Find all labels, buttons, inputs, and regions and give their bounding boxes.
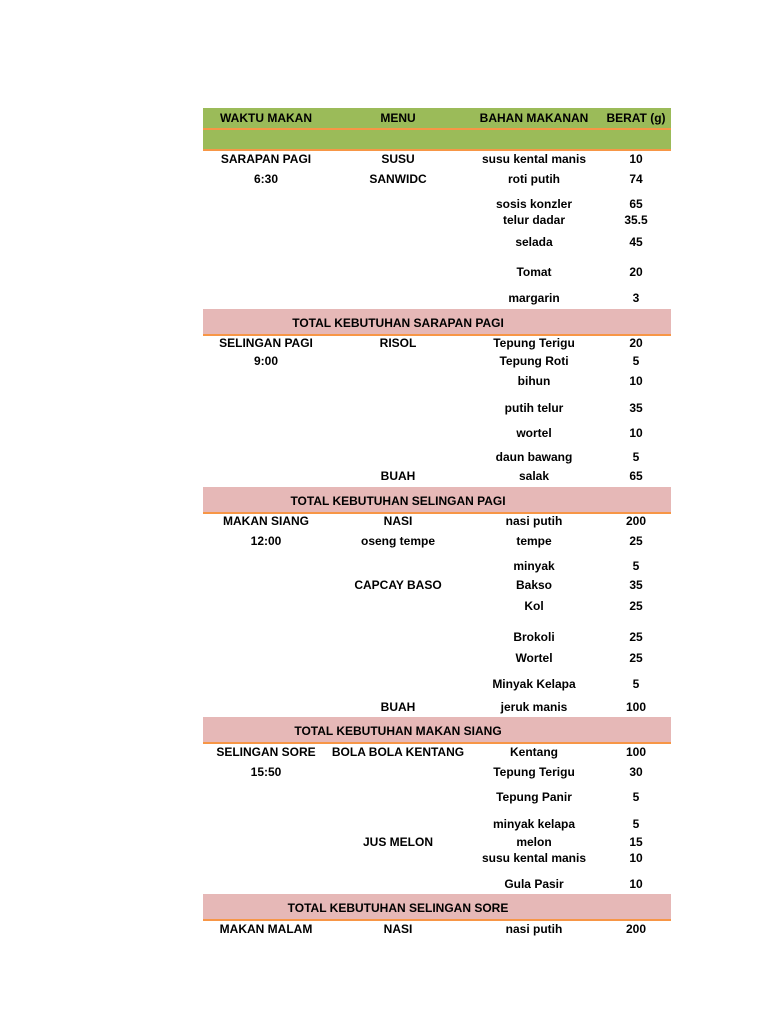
cell-bahan: Brokoli bbox=[513, 630, 555, 644]
cell-waktu: MAKAN SIANG bbox=[223, 514, 309, 528]
cell-bahan: bihun bbox=[517, 374, 551, 388]
cell-bahan: selada bbox=[515, 235, 553, 249]
cell-bahan: melon bbox=[516, 835, 552, 849]
cell-berat: 65 bbox=[629, 197, 643, 211]
cell-bahan: Tepung Terigu bbox=[493, 765, 575, 779]
cell-waktu: MAKAN MALAM bbox=[219, 922, 313, 936]
cell-bahan: jeruk manis bbox=[500, 700, 568, 714]
total-label: TOTAL KEBUTUHAN SELINGAN SORE bbox=[287, 901, 509, 915]
cell-bahan: wortel bbox=[516, 426, 552, 440]
cell-bahan: Kentang bbox=[510, 745, 558, 759]
cell-bahan: sosis konzler bbox=[495, 197, 573, 211]
cell-waktu: SARAPAN PAGI bbox=[220, 152, 312, 166]
header-menu: MENU bbox=[380, 111, 416, 125]
cell-bahan: daun bawang bbox=[495, 450, 573, 464]
total-label: TOTAL KEBUTUHAN SELINGAN PAGI bbox=[290, 494, 506, 508]
cell-bahan: minyak kelapa bbox=[492, 817, 576, 831]
cell-berat: 3 bbox=[632, 291, 640, 305]
cell-berat: 35 bbox=[629, 578, 643, 592]
cell-waktu: SELINGAN PAGI bbox=[219, 336, 313, 350]
cell-waktu: 15:50 bbox=[250, 765, 282, 779]
total-label: TOTAL KEBUTUHAN SARAPAN PAGI bbox=[292, 316, 504, 330]
cell-menu: SANWIDC bbox=[369, 172, 427, 186]
cell-menu: BUAH bbox=[380, 700, 416, 714]
cell-berat: 5 bbox=[632, 817, 640, 831]
cell-bahan: putih telur bbox=[504, 401, 564, 415]
cell-bahan: minyak bbox=[513, 559, 555, 573]
cell-menu: BOLA BOLA KENTANG bbox=[331, 745, 465, 759]
cell-waktu: 12:00 bbox=[250, 534, 282, 548]
cell-bahan: Gula Pasir bbox=[504, 877, 564, 891]
cell-bahan: Kol bbox=[524, 599, 544, 613]
cell-menu: SUSU bbox=[381, 152, 415, 166]
cell-bahan: nasi putih bbox=[505, 514, 563, 528]
cell-berat: 65 bbox=[629, 469, 643, 483]
cell-berat: 10 bbox=[629, 877, 643, 891]
cell-menu: CAPCAY BASO bbox=[354, 578, 442, 592]
cell-berat: 5 bbox=[632, 450, 640, 464]
cell-bahan: susu kental manis bbox=[481, 851, 587, 865]
header-rule-bottom bbox=[203, 149, 671, 151]
cell-bahan: Minyak Kelapa bbox=[492, 677, 576, 691]
cell-bahan: nasi putih bbox=[505, 922, 563, 936]
header-band-lower bbox=[203, 130, 671, 150]
cell-bahan: salak bbox=[518, 469, 550, 483]
cell-berat: 200 bbox=[625, 514, 647, 528]
cell-berat: 5 bbox=[632, 559, 640, 573]
cell-bahan: roti putih bbox=[508, 172, 560, 186]
cell-berat: 10 bbox=[629, 374, 643, 388]
cell-menu: RISOL bbox=[379, 336, 417, 350]
cell-bahan: Tepung Terigu bbox=[493, 336, 575, 350]
cell-berat: 74 bbox=[629, 172, 643, 186]
total-rule bbox=[203, 742, 671, 744]
cell-bahan: Tepung Roti bbox=[499, 354, 569, 368]
cell-menu: oseng tempe bbox=[360, 534, 436, 548]
header-bahan-makanan: BAHAN MAKANAN bbox=[479, 111, 589, 125]
header-rule bbox=[203, 128, 671, 130]
cell-menu: NASI bbox=[383, 922, 413, 936]
cell-berat: 35 bbox=[629, 401, 643, 415]
cell-berat: 20 bbox=[629, 265, 643, 279]
cell-berat: 10 bbox=[629, 426, 643, 440]
header-berat: BERAT (g) bbox=[606, 111, 666, 125]
cell-bahan: telur dadar bbox=[502, 213, 566, 227]
cell-bahan: susu kental manis bbox=[481, 152, 587, 166]
cell-berat: 25 bbox=[629, 599, 643, 613]
cell-berat: 45 bbox=[629, 235, 643, 249]
cell-waktu: SELINGAN SORE bbox=[216, 745, 316, 759]
cell-berat: 15 bbox=[629, 835, 643, 849]
total-label: TOTAL KEBUTUHAN MAKAN SIANG bbox=[294, 724, 502, 738]
cell-berat: 10 bbox=[629, 851, 643, 865]
cell-berat: 30 bbox=[629, 765, 643, 779]
cell-menu: NASI bbox=[383, 514, 413, 528]
cell-waktu: 6:30 bbox=[253, 172, 279, 186]
cell-menu: BUAH bbox=[380, 469, 416, 483]
meal-plan-table bbox=[203, 0, 671, 1024]
cell-berat: 10 bbox=[629, 152, 643, 166]
total-rule bbox=[203, 919, 671, 921]
cell-berat: 5 bbox=[632, 354, 640, 368]
cell-berat: 25 bbox=[629, 630, 643, 644]
cell-berat: 5 bbox=[632, 677, 640, 691]
cell-bahan: Bakso bbox=[515, 578, 553, 592]
cell-menu: JUS MELON bbox=[362, 835, 434, 849]
cell-berat: 200 bbox=[625, 922, 647, 936]
cell-bahan: Tomat bbox=[516, 265, 552, 279]
cell-berat: 100 bbox=[625, 745, 647, 759]
cell-berat: 25 bbox=[629, 651, 643, 665]
cell-waktu: 9:00 bbox=[253, 354, 279, 368]
header-waktu-makan: WAKTU MAKAN bbox=[220, 111, 312, 125]
cell-berat: 35.5 bbox=[624, 213, 648, 227]
cell-bahan: Wortel bbox=[515, 651, 553, 665]
cell-berat: 100 bbox=[625, 700, 647, 714]
cell-bahan: Tepung Panir bbox=[496, 790, 572, 804]
cell-berat: 20 bbox=[629, 336, 643, 350]
cell-berat: 5 bbox=[632, 790, 640, 804]
cell-bahan: tempe bbox=[516, 534, 552, 548]
cell-berat: 25 bbox=[629, 534, 643, 548]
cell-bahan: margarin bbox=[508, 291, 560, 305]
